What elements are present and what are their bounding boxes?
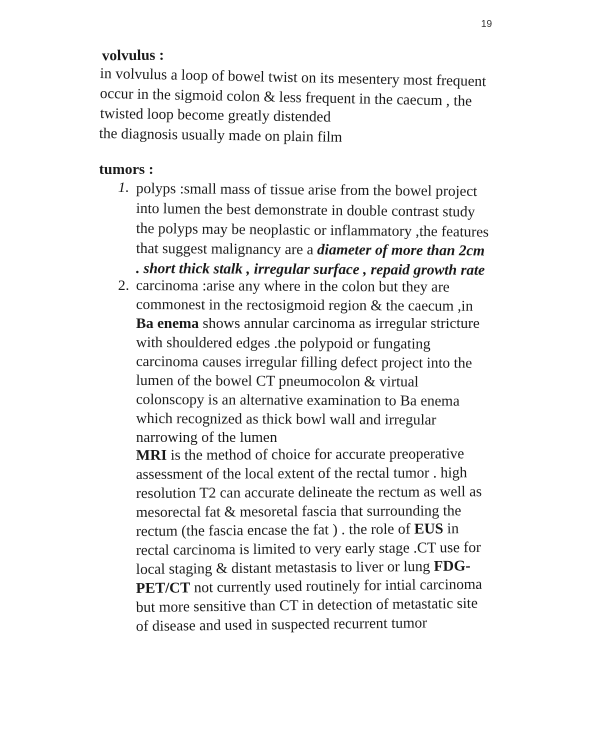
item-2-fdg-line	[136, 558, 471, 579]
item-2-line-13: mesorectal fat & mesoretal fascia that surrounding the	[135, 503, 462, 521]
item-2-eus-line	[136, 521, 459, 541]
item-2-line-3	[136, 316, 480, 333]
item-1-line-5-emphasis: . short thick stalk , irregular surface , repaid growth rate	[135, 261, 485, 279]
item-1-line-3: the polyps may be neoplastic or inflammatory ,the features	[135, 221, 489, 241]
item-2-line-6: lumen of the bowel CT pneumocolon & virtual	[135, 373, 419, 391]
item-2-line-11: assessment of the local extent of the rectal tumor . high	[135, 465, 468, 483]
eus-pre-text: rectum (the fascia encase the fat ) . the role of	[135, 521, 415, 540]
item-2-line-9: narrowing of the lumen	[136, 430, 278, 446]
page-number: 19	[481, 19, 493, 30]
item-2-line-18: but more sensitive than CT in detection of metastatic site	[135, 595, 478, 616]
item-2-line-5: carcinoma causes irregular filling defect project into the	[135, 354, 473, 372]
item-2-number: 2.	[118, 278, 130, 294]
eus-bold: EUS	[414, 521, 444, 538]
volvulus-line-2: occur in the sigmoid colon & less frequent in the caecum , the	[99, 86, 473, 110]
item-2-line-2: commonest in the rectosigmoid region & the caecum ,in	[135, 297, 474, 315]
fdg-bold: FDG-	[433, 558, 471, 575]
item-1-diameter-emphasis: diameter of more than 2cm	[317, 242, 485, 260]
eus-post-text: in	[443, 521, 459, 538]
item-1-number: 1.	[118, 180, 130, 196]
pet-ct-text: not currently used routinely for intial carcinoma	[190, 576, 483, 597]
item-2-line-19: of disease and used in suspected recurrent tumor	[135, 615, 428, 635]
item-1-line-1: polyps :small mass of tissue arise from the bowel project	[135, 181, 478, 200]
item-2-line-12: resolution T2 can accurate delineate the rectum as well as	[135, 484, 482, 502]
item-1-line-4-text: that suggest malignancy are a	[135, 241, 318, 259]
item-2-pet-line	[136, 577, 482, 598]
mri-bold: MRI	[135, 447, 167, 464]
item-1-line-2: into lumen the best demonstrate in double contrast study	[135, 201, 476, 221]
item-1-line-4	[136, 241, 485, 260]
item-2-line-15: rectal carcinoma is limited to very early stage .CT use for	[135, 539, 482, 559]
volvulus-heading: volvulus :	[101, 47, 165, 65]
volvulus-line-1: in volvulus a loop of bowel twist on its mesentery most frequent	[99, 66, 487, 91]
mri-text: is the method of choice for accurate preoperative	[166, 446, 465, 464]
volvulus-line-4: the diagnosis usually made on plain film	[98, 126, 343, 146]
item-2-mri-line	[136, 446, 464, 465]
volvulus-line-3: twisted loop become greatly distended	[99, 106, 331, 126]
fdg-pre-text: local staging & distant metastasis to liver or lung	[135, 558, 434, 578]
ba-enema-bold: Ba enema	[136, 316, 199, 332]
item-2-line-4: with shouldered edges .the polypoid or fungating	[135, 335, 431, 353]
item-2-line-7: colonscopy is an alternative examination to Ba enema	[135, 392, 460, 410]
tumors-heading: tumors :	[99, 162, 154, 178]
item-2-line-8: which recognized as thick bowl wall and irregular	[135, 411, 437, 429]
ba-enema-text: shows annular carcinoma as irregular stricture	[198, 316, 480, 332]
item-2-line-1: carcinoma :arise any where in the colon but they are	[135, 278, 450, 296]
pet-ct-bold: PET/CT	[135, 580, 191, 597]
